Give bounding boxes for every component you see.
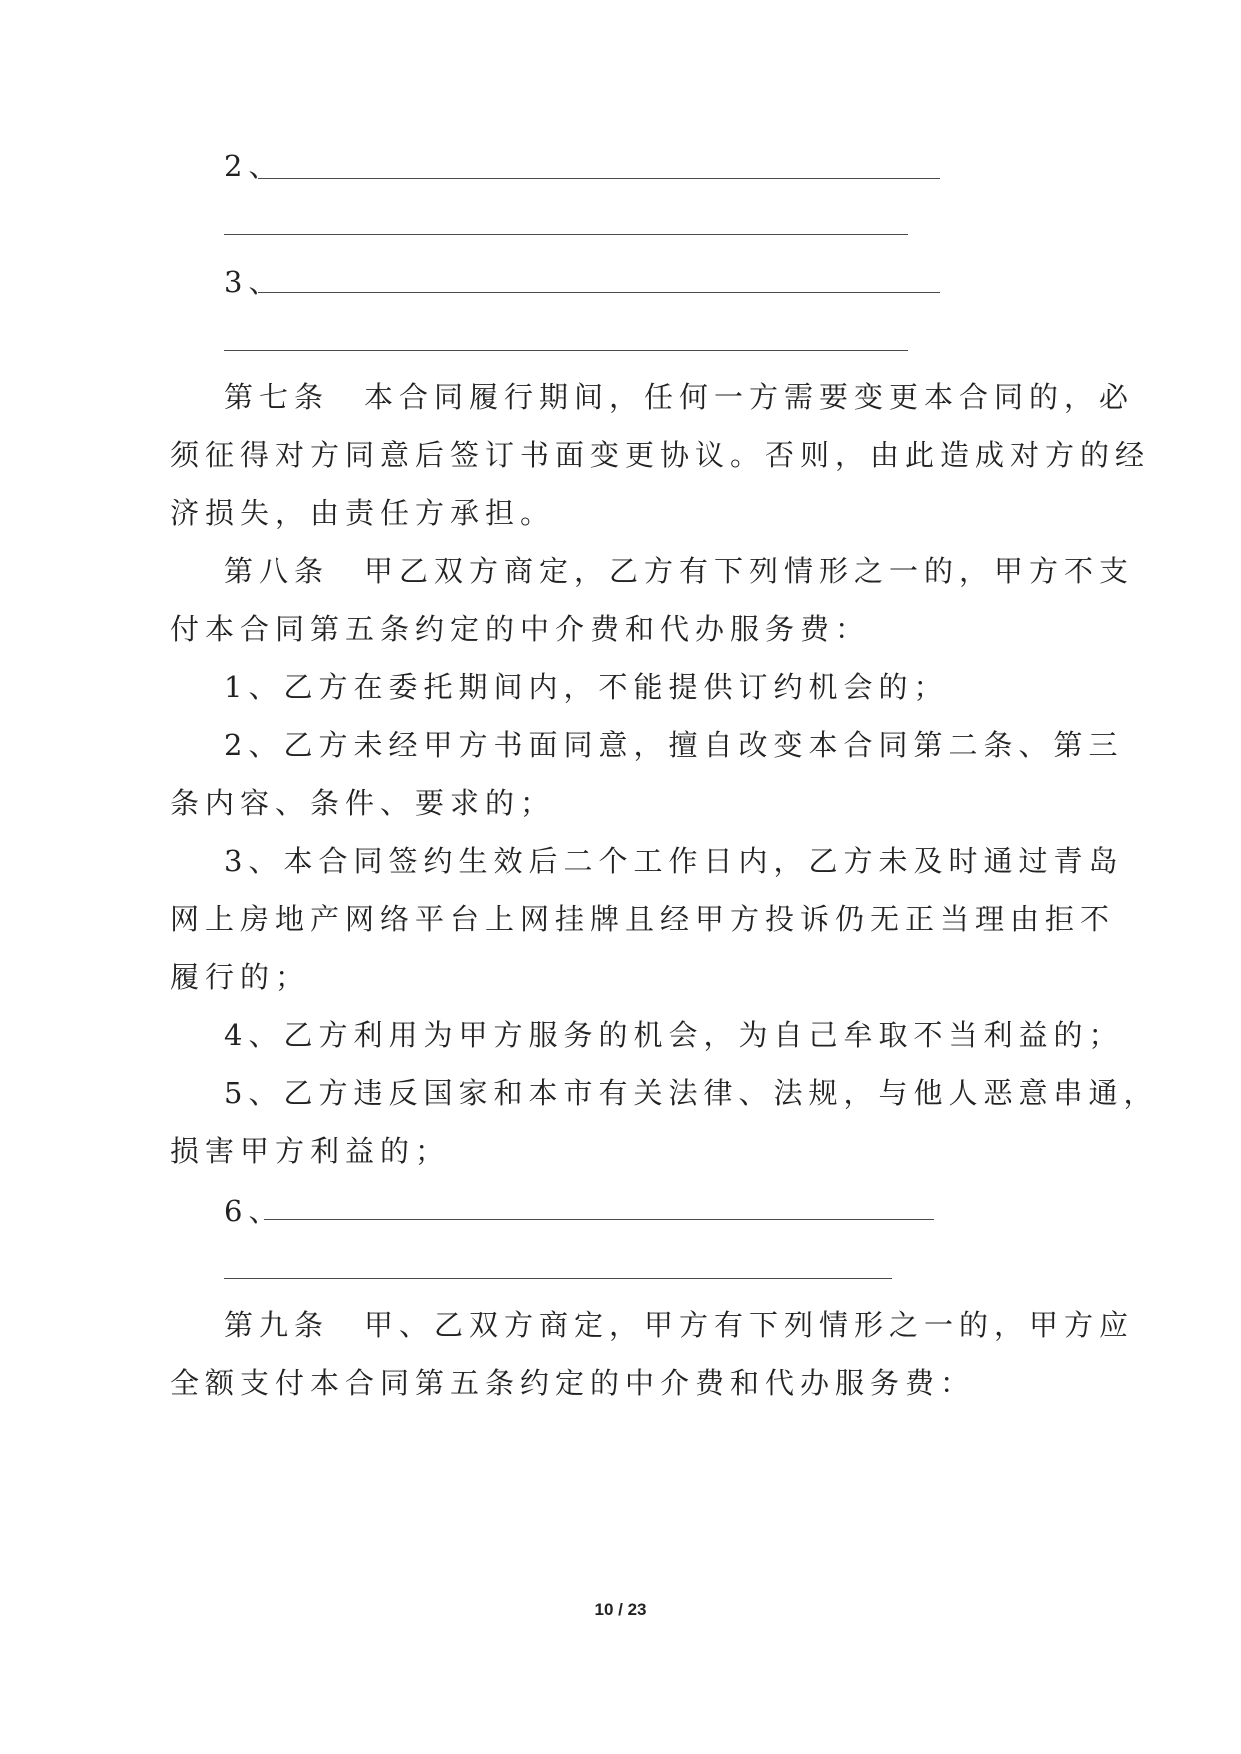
item-3-blank-line-1	[258, 292, 940, 293]
item-6-blank-line-1	[264, 1219, 934, 1220]
item-3-blank-line-2	[224, 350, 908, 351]
article-8-line-2: 付本合同第五条约定的中介费和代办服务费：	[170, 612, 871, 646]
article-8-item-5-line-2: 损害甲方利益的；	[170, 1134, 451, 1168]
item-3-number: 3、	[224, 265, 284, 299]
article-8-item-3-line-2: 网上房地产网络平台上网挂牌且经甲方投诉仍无正当理由拒不	[170, 902, 1116, 936]
article-9-line-2: 全额支付本合同第五条约定的中介费和代办服务费：	[170, 1366, 976, 1400]
page-number: 10 / 23	[594, 1600, 647, 1619]
article-8-item-3-line-3: 履行的；	[170, 960, 311, 994]
item-6-number: 6、	[224, 1194, 284, 1228]
item-2-number: 2、	[224, 149, 284, 183]
item-2-blank-line-2	[224, 234, 908, 235]
item-6-blank-line-2	[224, 1278, 892, 1279]
article-8-item-5-line-1: 5、乙方违反国家和本市有关法律、法规，与他人恶意串通，	[224, 1076, 1159, 1110]
article-8-line-1: 第八条 甲乙双方商定，乙方有下列情形之一的，甲方不支	[224, 554, 1135, 588]
article-8-item-2-line-2: 条内容、条件、要求的；	[170, 786, 556, 820]
article-8-item-1: 1、乙方在委托期间内，不能提供订约机会的；	[224, 670, 949, 704]
article-7-line-3: 济损失，由责任方承担。	[170, 496, 556, 530]
article-8-item-3-line-1: 3、本合同签约生效后二个工作日内，乙方未及时通过青岛	[224, 844, 1124, 878]
article-9-line-1: 第九条 甲、乙双方商定，甲方有下列情形之一的，甲方应	[224, 1308, 1135, 1342]
article-7-line-1: 第七条 本合同履行期间，任何一方需要变更本合同的，必	[224, 380, 1135, 414]
article-7-line-2: 须征得对方同意后签订书面变更协议。否则，由此造成对方的经	[170, 438, 1151, 472]
item-2-blank-line-1	[258, 178, 940, 179]
article-8-item-2-line-1: 2、乙方未经甲方书面同意，擅自改变本合同第二条、第三	[224, 728, 1124, 762]
article-8-item-4: 4、乙方利用为甲方服务的机会，为自己牟取不当利益的；	[224, 1018, 1124, 1052]
